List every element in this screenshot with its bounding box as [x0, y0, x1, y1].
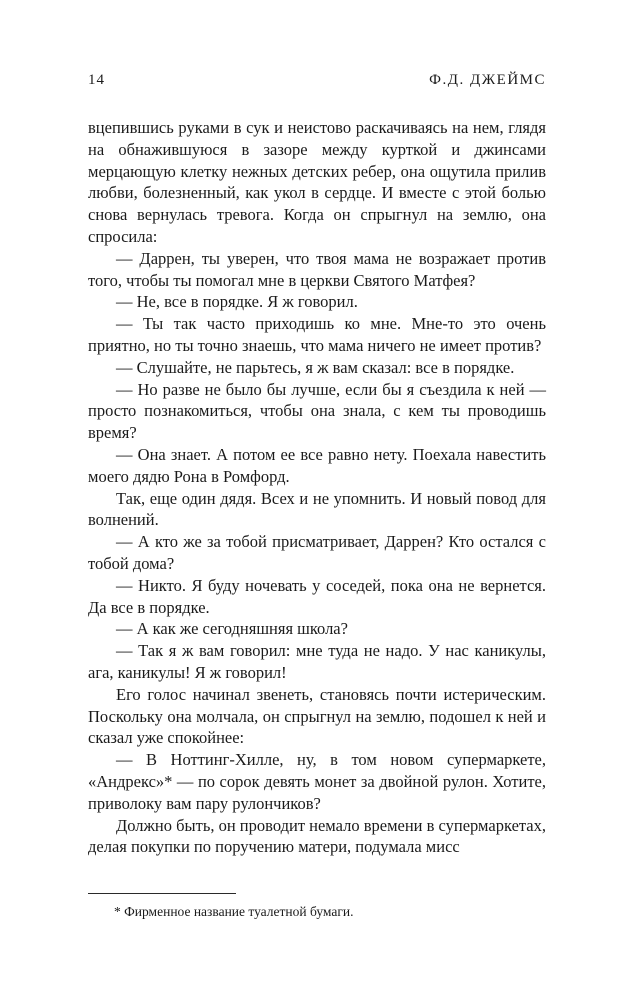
paragraph: — Она знает. А потом ее все равно нету. Поехала навестить моего дядю Рона в Ромфорд.	[88, 444, 546, 486]
paragraph: — Так я ж вам говорил: мне туда не надо. У нас каникулы, ага, каникулы! Я ж говорил!	[88, 641, 546, 682]
paragraph: — Ты так часто приходишь ко мне. Мне-то это очень приятно, но ты точно знаешь, что мама ничего не имеет против?	[88, 314, 546, 355]
footnote-text: * Фирменное название туалетной бумаги.	[114, 904, 354, 919]
footnote-separator	[88, 893, 236, 894]
paragraph: — Даррен, ты уверен, что твоя мама не возражает против того, чтобы ты помогал мне в церкви Святого Матфея?	[88, 248, 546, 290]
body-text	[88, 117, 546, 858]
paragraph: — А как же сегодняшняя школа?	[116, 619, 348, 639]
paragraph: Должно быть, он проводит немало времени в супермаркетах, делая покупки по поручению матери, подумала мисс	[88, 815, 546, 857]
paragraph: — Не, все в порядке. Я ж говорил.	[116, 292, 358, 312]
paragraph: — Слушайте, не парьтесь, я ж вам сказал: все в порядке.	[116, 357, 515, 377]
paragraph: вцепившись руками в сук и неистово раскачиваясь на нем, глядя на обнажившуюся в зазоре между курткой и джинсами мерцающую клетку нежных детских ребер, она ощутила прилив любви, болезненный, как укол в сердце. И вместе с этой болью снова вернулась тревога. Когда он спрыгнул на землю, она спросила:	[88, 118, 546, 246]
running-head	[88, 72, 546, 89]
paragraph: — В Ноттинг-Хилле, ну, в том новом супермаркете, «Андрекс»* — по сорок девять монет за двойной рулон. Хотите, приволоку вам пару рулончиков?	[88, 750, 546, 813]
paragraph: — А кто же за тобой присматривает, Даррен? Кто остался с тобой дома?	[88, 532, 546, 573]
footnote-area	[88, 893, 546, 921]
paragraph: — Никто. Я буду ночевать у соседей, пока она не вернется. Да все в порядке.	[88, 575, 546, 617]
paragraph: Так, еще один дядя. Всех и не упомнить. И новый повод для волнений.	[88, 488, 546, 530]
paragraph: Его голос начинал звенеть, становясь почти истерическим. Поскольку она молчала, он спрыгнул на землю, подошел к ней и сказал уже спокойнее:	[88, 684, 546, 748]
paragraph: — Но разве не было бы лучше, если бы я съездила к ней — просто познакомиться, чтобы она знала, с кем ты проводишь время?	[88, 379, 546, 443]
page-number: 14	[88, 72, 105, 88]
running-title-author: Ф.Д. ДЖЕЙМС	[429, 72, 546, 88]
